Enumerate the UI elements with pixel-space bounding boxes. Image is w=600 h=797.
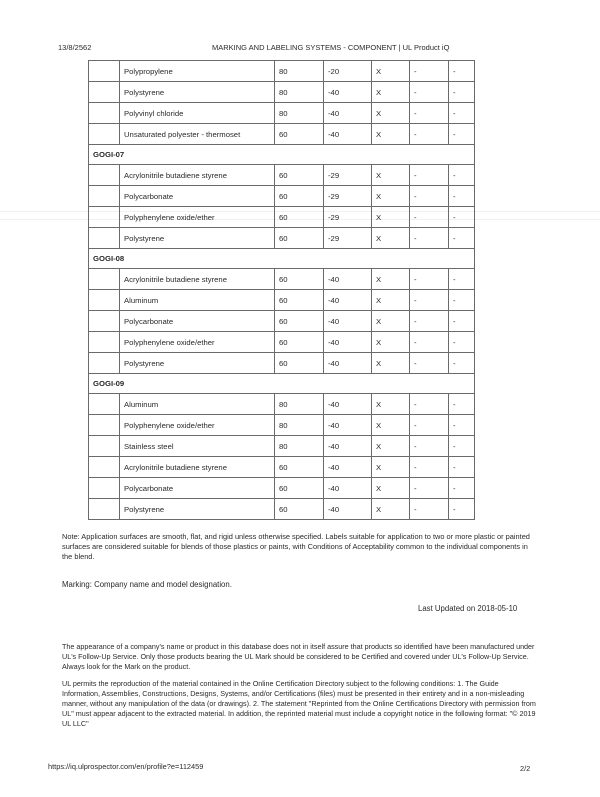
max-temp-cell: 80 (275, 103, 324, 124)
table-row (89, 478, 475, 499)
table-row (89, 415, 475, 436)
indoor-cell: X (372, 311, 410, 332)
material-cell: Aluminum (120, 290, 275, 311)
indoor-cell: X (372, 457, 410, 478)
indent-cell (89, 415, 120, 436)
indent-cell (89, 124, 120, 145)
outdoor-cell: - (410, 124, 449, 145)
indent-cell (89, 61, 120, 82)
max-temp-cell: 60 (275, 311, 324, 332)
max-temp-cell: 60 (275, 478, 324, 499)
indent-cell (89, 165, 120, 186)
indoor-cell: X (372, 165, 410, 186)
max-temp-cell: 80 (275, 394, 324, 415)
min-temp-cell: -40 (324, 311, 372, 332)
extra-cell: - (449, 165, 475, 186)
min-temp-cell: -40 (324, 415, 372, 436)
page-header-title: MARKING AND LABELING SYSTEMS - COMPONENT | UL Product iQ (212, 43, 450, 52)
outdoor-cell: - (410, 269, 449, 290)
extra-cell: - (449, 394, 475, 415)
max-temp-cell: 60 (275, 165, 324, 186)
table-row (89, 353, 475, 374)
marking-text: Marking: Company name and model designation. (62, 580, 232, 589)
indent-cell (89, 478, 120, 499)
indent-cell (89, 311, 120, 332)
extra-cell: - (449, 353, 475, 374)
material-cell: Polyphenylene oxide/ether (120, 207, 275, 228)
extra-cell: - (449, 82, 475, 103)
min-temp-cell: -40 (324, 332, 372, 353)
indent-cell (89, 353, 120, 374)
indoor-cell: X (372, 436, 410, 457)
extra-cell: - (449, 103, 475, 124)
indent-cell (89, 103, 120, 124)
table-row (89, 82, 475, 103)
table-row (89, 165, 475, 186)
min-temp-cell: -29 (324, 186, 372, 207)
max-temp-cell: 60 (275, 186, 324, 207)
material-cell: Polystyrene (120, 499, 275, 520)
group-header-row (89, 374, 475, 394)
table-row (89, 290, 475, 311)
table-row (89, 436, 475, 457)
max-temp-cell: 60 (275, 353, 324, 374)
extra-cell: - (449, 457, 475, 478)
indoor-cell: X (372, 499, 410, 520)
page-number: 2/2 (520, 764, 531, 773)
max-temp-cell: 60 (275, 457, 324, 478)
material-cell: Aluminum (120, 394, 275, 415)
max-temp-cell: 80 (275, 436, 324, 457)
extra-cell: - (449, 186, 475, 207)
min-temp-cell: -40 (324, 103, 372, 124)
materials-table (88, 60, 475, 520)
table-row (89, 103, 475, 124)
max-temp-cell: 60 (275, 207, 324, 228)
indoor-cell: X (372, 228, 410, 249)
indent-cell (89, 394, 120, 415)
material-cell: Unsaturated polyester - thermoset (120, 124, 275, 145)
indent-cell (89, 82, 120, 103)
min-temp-cell: -29 (324, 207, 372, 228)
max-temp-cell: 60 (275, 332, 324, 353)
material-cell: Polystyrene (120, 82, 275, 103)
last-updated: Last Updated on 2018-05-10 (418, 604, 518, 613)
indoor-cell: X (372, 103, 410, 124)
group-label: GOGI-07 (89, 145, 475, 165)
material-cell: Acrylonitrile butadiene styrene (120, 269, 275, 290)
extra-cell: - (449, 478, 475, 499)
indoor-cell: X (372, 353, 410, 374)
extra-cell: - (449, 415, 475, 436)
extra-cell: - (449, 207, 475, 228)
table-row (89, 61, 475, 82)
group-label: GOGI-09 (89, 374, 475, 394)
table-row (89, 457, 475, 478)
material-cell: Polycarbonate (120, 478, 275, 499)
min-temp-cell: -40 (324, 290, 372, 311)
print-date: 13/8/2562 (58, 43, 92, 52)
table-row (89, 311, 475, 332)
min-temp-cell: -29 (324, 165, 372, 186)
outdoor-cell: - (410, 82, 449, 103)
group-label: GOGI-08 (89, 249, 475, 269)
extra-cell: - (449, 269, 475, 290)
material-cell: Polyphenylene oxide/ether (120, 415, 275, 436)
min-temp-cell: -40 (324, 478, 372, 499)
max-temp-cell: 60 (275, 499, 324, 520)
material-cell: Acrylonitrile butadiene styrene (120, 165, 275, 186)
material-cell: Stainless steel (120, 436, 275, 457)
min-temp-cell: -40 (324, 436, 372, 457)
extra-cell: - (449, 228, 475, 249)
indoor-cell: X (372, 394, 410, 415)
reproduction-paragraph: UL permits the reproduction of the material contained in the Online Certification Directory subject to the following conditions: 1. The Guide Information, Assemblies, Constructions, Designs, Systems, and/or Certifications (files) must be presented in their entirety and in a non-misleading manner, without any manipulation of the data (or drawings). 2. The statement "Reprinted from the Online Certifications Directory with permission from UL" must appear adjacent to the extracted material. In addition, the reprinted material must include a copyright notice in the following format: "© 2019 UL LLC" (62, 679, 536, 728)
indent-cell (89, 332, 120, 353)
outdoor-cell: - (410, 103, 449, 124)
min-temp-cell: -40 (324, 353, 372, 374)
outdoor-cell: - (410, 290, 449, 311)
max-temp-cell: 80 (275, 415, 324, 436)
outdoor-cell: - (410, 415, 449, 436)
material-cell: Polystyrene (120, 353, 275, 374)
outdoor-cell: - (410, 165, 449, 186)
indent-cell (89, 207, 120, 228)
extra-cell: - (449, 290, 475, 311)
material-cell: Polycarbonate (120, 186, 275, 207)
max-temp-cell: 60 (275, 290, 324, 311)
indoor-cell: X (372, 124, 410, 145)
indent-cell (89, 499, 120, 520)
table-row (89, 124, 475, 145)
min-temp-cell: -40 (324, 499, 372, 520)
outdoor-cell: - (410, 353, 449, 374)
indoor-cell: X (372, 186, 410, 207)
material-cell: Acrylonitrile butadiene styrene (120, 457, 275, 478)
indoor-cell: X (372, 269, 410, 290)
indent-cell (89, 290, 120, 311)
indoor-cell: X (372, 61, 410, 82)
indoor-cell: X (372, 332, 410, 353)
table-row (89, 186, 475, 207)
outdoor-cell: - (410, 478, 449, 499)
group-header-row (89, 145, 475, 165)
table-row (89, 332, 475, 353)
indoor-cell: X (372, 415, 410, 436)
extra-cell: - (449, 124, 475, 145)
material-cell: Polycarbonate (120, 311, 275, 332)
extra-cell: - (449, 499, 475, 520)
outdoor-cell: - (410, 61, 449, 82)
outdoor-cell: - (410, 394, 449, 415)
indoor-cell: X (372, 82, 410, 103)
group-header-row (89, 249, 475, 269)
application-note: Note: Application surfaces are smooth, flat, and rigid unless otherwise specified. Labels suitable for application to two or more plastic or painted surfaces are considered suitable for blends of those plastics or paints, with Conditions of Acceptability common to the individual components in the blend. (62, 532, 530, 561)
max-temp-cell: 60 (275, 269, 324, 290)
disclaimer-paragraph: The appearance of a company's name or product in this database does not in itself assure that products so identified have been manufactured under UL's Follow-Up Service. Only those products bearing the UL Mark should be considered to be Certified and covered under UL's Follow-Up Service. Always look for the Mark on the product. (62, 642, 535, 671)
min-temp-cell: -40 (324, 82, 372, 103)
extra-cell: - (449, 61, 475, 82)
table-row (89, 394, 475, 415)
outdoor-cell: - (410, 457, 449, 478)
max-temp-cell: 80 (275, 82, 324, 103)
min-temp-cell: -40 (324, 269, 372, 290)
outdoor-cell: - (410, 207, 449, 228)
extra-cell: - (449, 436, 475, 457)
material-cell: Polyvinyl chloride (120, 103, 275, 124)
table-row (89, 499, 475, 520)
material-cell: Polypropylene (120, 61, 275, 82)
indent-cell (89, 457, 120, 478)
max-temp-cell: 80 (275, 61, 324, 82)
indent-cell (89, 269, 120, 290)
material-cell: Polyphenylene oxide/ether (120, 332, 275, 353)
table-row (89, 207, 475, 228)
extra-cell: - (449, 311, 475, 332)
materials-table-body (89, 61, 475, 520)
table-row (89, 228, 475, 249)
outdoor-cell: - (410, 332, 449, 353)
outdoor-cell: - (410, 499, 449, 520)
outdoor-cell: - (410, 311, 449, 332)
material-cell: Polystyrene (120, 228, 275, 249)
indoor-cell: X (372, 290, 410, 311)
max-temp-cell: 60 (275, 124, 324, 145)
min-temp-cell: -20 (324, 61, 372, 82)
indent-cell (89, 228, 120, 249)
indoor-cell: X (372, 207, 410, 228)
indent-cell (89, 436, 120, 457)
footer-url: https://iq.ulprospector.com/en/profile?e=112459 (48, 762, 204, 771)
max-temp-cell: 60 (275, 228, 324, 249)
min-temp-cell: -29 (324, 228, 372, 249)
extra-cell: - (449, 332, 475, 353)
outdoor-cell: - (410, 186, 449, 207)
outdoor-cell: - (410, 436, 449, 457)
outdoor-cell: - (410, 228, 449, 249)
min-temp-cell: -40 (324, 394, 372, 415)
indoor-cell: X (372, 478, 410, 499)
min-temp-cell: -40 (324, 457, 372, 478)
min-temp-cell: -40 (324, 124, 372, 145)
table-row (89, 269, 475, 290)
indent-cell (89, 186, 120, 207)
